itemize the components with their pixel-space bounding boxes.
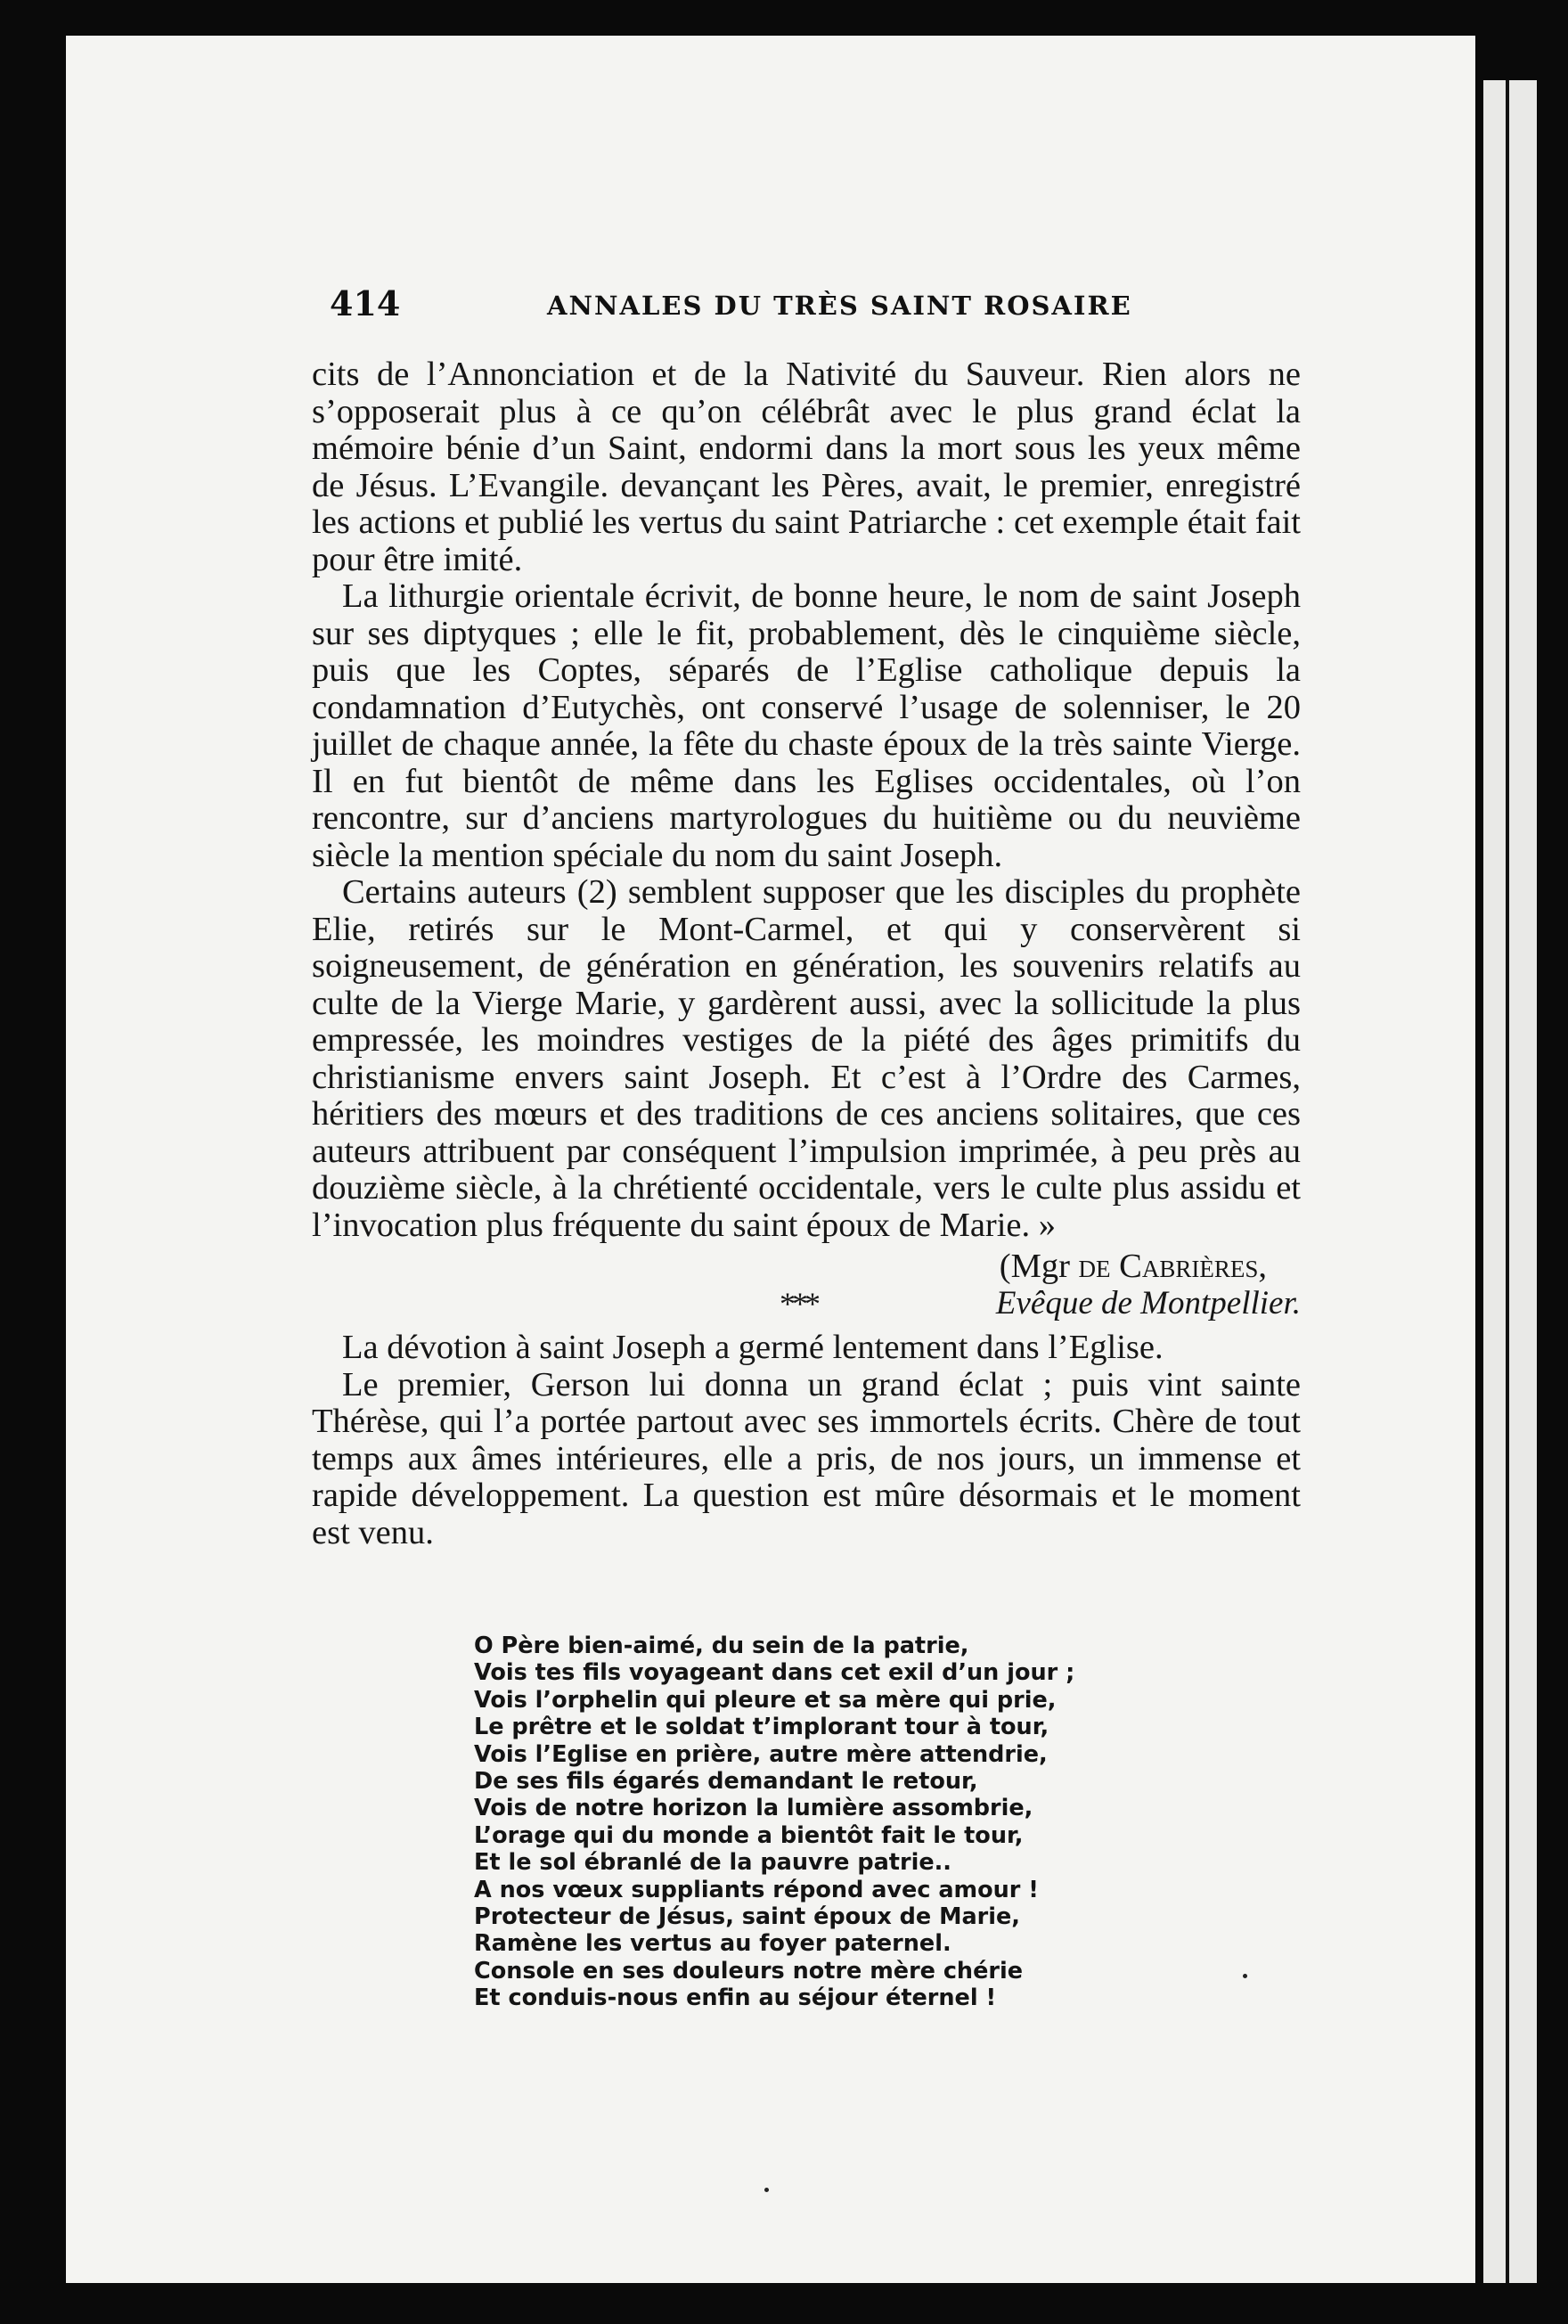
paragraph-5: Le premier, Gerson lui donna un grand éclat ; puis vint sainte Thérèse, qui l’a portée partout avec ses immortels écrits. Chère de tout temps aux âmes intérieures, elle a pris, de nos jours, un immense et rapide développement. La question est mûre désormais et le moment est venu. bbox=[312, 1365, 1301, 1551]
attribution-title: Evêque de Montpellier. bbox=[995, 1285, 1301, 1322]
page-number: 414 bbox=[330, 283, 401, 323]
section-separator: *** bbox=[780, 1286, 817, 1322]
page-header bbox=[330, 283, 1301, 326]
attribution-prefix: (Mgr bbox=[999, 1248, 1079, 1285]
adjacent-page-edge bbox=[1483, 80, 1537, 2283]
attribution-suffix: , bbox=[1258, 1248, 1267, 1285]
running-title: ANNALES DU TRÈS SAINT ROSAIRE bbox=[547, 290, 1132, 321]
quote-attribution bbox=[312, 1248, 1301, 1324]
attribution-author bbox=[312, 1248, 1301, 1285]
section-2 bbox=[312, 1330, 1301, 1551]
poem-line: Le prêtre et le soldat t’implorant tour à tour, bbox=[474, 1714, 1049, 1741]
poem-line: Vois tes fils voyageant dans cet exil d’un jour ; bbox=[474, 1659, 1075, 1687]
page-body bbox=[312, 356, 1301, 1551]
poem-line: Vois l’orphelin qui pleure et sa mère qui prie, bbox=[474, 1686, 1057, 1714]
speck-mark bbox=[1243, 1974, 1247, 1978]
poem-line: De ses fils égarés demandant le retour, bbox=[474, 1768, 978, 1796]
poem-line: Et le sol ébranlé de la pauvre patrie.. bbox=[474, 1849, 951, 1877]
paragraph-1: cits de l’Annonciation et de la Nativité du Sauveur. Rien alors ne s’opposerait plus à ce qu’on célébrât avec le plus grand éclat la mémoire bénie d’un Saint, endormi dans la mort sous les yeux même de Jésus. L’Evangile. devançant les Pères, avait, le premier, enregistré les actions et publié les vertus du saint Patriarche : cet exemple était fait pour être imité. bbox=[312, 356, 1301, 578]
poem-line: Protecteur de Jésus, saint époux de Marie, bbox=[474, 1903, 1020, 1931]
poem-line: L’orage qui du monde a bientôt fait le tour, bbox=[474, 1821, 1024, 1849]
poem bbox=[474, 1633, 1124, 2012]
paragraph-3: Certains auteurs (2) semblent supposer que les disciples du prophète Elie, retirés sur le Mont-Carmel, et qui y conservèrent si soigneusement, de génération en génération, les souvenirs relatifs au culte de la Vierge Marie, y gardèrent aussi, avec la sollicitude la plus empressée, les moindres vestiges de la piété des âges primitifs du christianisme envers saint Joseph. Et c’est à l’Ordre des Carmes, héritiers des mœurs et des traditions de ces anciens solitaires, que ces auteurs attribuent par conséquent l’impulsion imprimée, à peu près au douzième siècle, à la chrétienté occidentale, vers le culte plus assidu et l’invocation plus fréquente du saint époux de Marie. » bbox=[312, 873, 1301, 1244]
poem-line: Vois l’Eglise en prière, autre mère attendrie, bbox=[474, 1740, 1048, 1768]
attribution-row bbox=[312, 1285, 1301, 1324]
page-gutter-shadow bbox=[1506, 80, 1509, 2283]
speck-mark bbox=[764, 2188, 769, 2192]
poem-line: Et conduis-nous enfin au séjour éternel ! bbox=[474, 1984, 997, 2012]
poem-line: Ramène les vertus au foyer paternel. bbox=[474, 1930, 951, 1958]
poem-line: O Père bien-aimé, du sein de la patrie, bbox=[474, 1633, 969, 1659]
attribution-name: de Cabrières bbox=[1078, 1248, 1259, 1285]
poem-line: A nos vœux suppliants répond avec amour ! bbox=[474, 1876, 1039, 1903]
poem-line: Vois de notre horizon la lumière assombrie, bbox=[474, 1795, 1033, 1822]
paragraph-4: La dévotion à saint Joseph a germé lentement dans l’Eglise. bbox=[342, 1329, 1164, 1366]
paragraph-2: La lithurgie orientale écrivit, de bonne heure, le nom de saint Joseph sur ses diptyques ; elle le fit, probablement, dès le cinquième siècle, puis que les Coptes, séparés de l’Eglise catholique depuis la condamnation d’Eutychès, ont conservé l’usage de solenniser, le 20 juillet de chaque année, la fête du chaste époux de la très sainte Vierge. Il en fut bientôt de même dans les Eglises occidentales, où l’on rencontre, sur d’anciens martyrologues du huitième ou du neuvième siècle la mention spéciale du nom du saint Joseph. bbox=[312, 577, 1301, 874]
poem-line: Console en ses douleurs notre mère chérie bbox=[474, 1957, 1023, 1984]
